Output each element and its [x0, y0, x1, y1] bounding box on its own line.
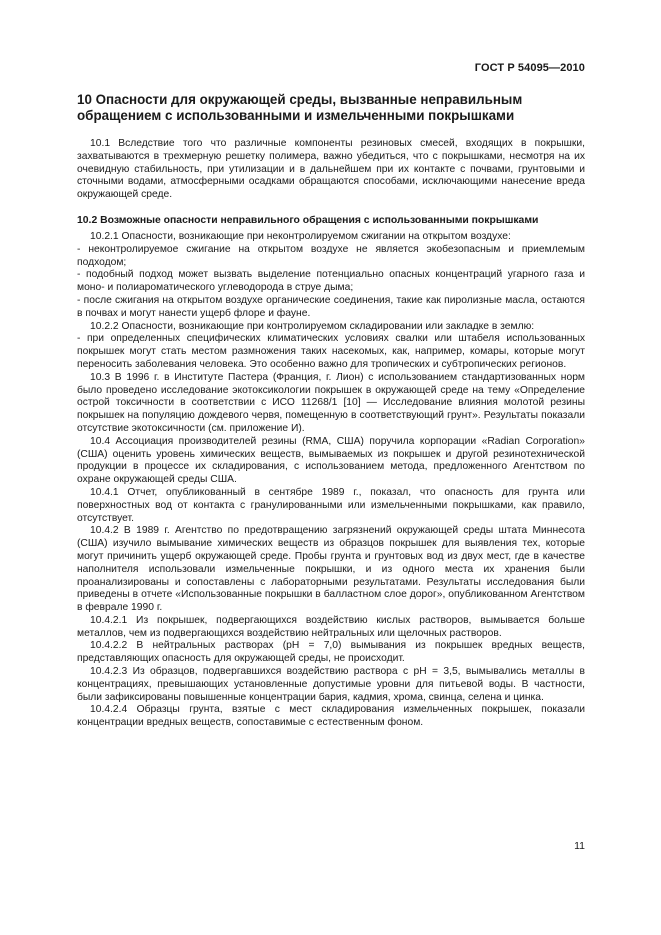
paragraph-10-4-2-1: 10.4.2.1 Из покрышек, подвергающихся воздействию кислых растворов, вымывается больше металлов, чем из подвергающихся воздействию нейтральных или щелочных растворов. [77, 614, 585, 639]
paragraph-10-4-2-3: 10.4.2.3 Из образцов, подвергавшихся воздействию раствора с pH = 3,5, вымывались металлы в концентрациях, превышающих установленные допустимые уровни для питьевой воды. В частности, были зафиксированы повышенные концентрации бария, кадмия, хрома, свинца, селена и цинка. [77, 666, 585, 703]
paragraph-10-4: 10.4 Ассоциация производителей резины (RMA, США) поручила корпорации «Radian Corporation» (США) оценить уровень химических веществ, вымываемых из покрышек и другой резинотехнической продукции в процессе их складирования, с использованием метода, предложенного Агентством по охране окружающей среды США. [77, 435, 585, 486]
paragraph-10-2-2: 10.2.2 Опасности, возникающие при контролируемом складировании или закладке в землю: [90, 320, 535, 332]
paragraph-10-4-2-4: 10.4.2.4 Образцы грунта, взятые с мест складирования измельченных покрышек, показали концентрации вредных веществ, сопоставимые с естественным фоном. [77, 704, 585, 729]
paragraph-10-2-1: 10.2.1 Опасности, возникающие при неконтролируемом сжигании на открытом воздухе: [90, 230, 511, 242]
section-title: 10 Опасности для окружающей среды, вызванные неправильным обращением с использованными и измельченными покрышками [77, 92, 523, 123]
list-item: - подобный подход может вызвать выделение потенциально опасных концентраций угарного газа и моно- и полиароматического углеводорода в струе дыма; [77, 269, 585, 294]
page-content [77, 92, 585, 730]
list-item: - неконтролируемое сжигание на открытом воздухе не является экобезопасным и приемлемым подходом; [77, 243, 585, 268]
paragraph-10-4-2: 10.4.2 В 1989 г. Агентство по предотвращению загрязнений окружающей среды штата Миннесота (США) изучило вымывание химических веществ из образцов покрышек для выявления тех, которые могут причинить ущерб окружающей среде. Пробы грунта и грунтовых вод из двух мест, где в качестве наполнителя использовали измельченные покрышки, и из одного места их хранения были проанализированы и сопоставлены с лабораторными результатами. Результаты исследования были приведены в отчете «Использованные покрышки в балластном слое дорог», опубликованном Агентством в феврале 1990 г. [77, 525, 585, 614]
standard-code: ГОСТ Р 54095—2010 [474, 62, 585, 74]
paragraph-10-4-2-2: 10.4.2.2 В нейтральных растворах (pH = 7,0) вымывания из покрышек вредных веществ, представляющих опасность для окружающей среды, не происходит. [77, 640, 585, 665]
paragraph-10-3: 10.3 В 1996 г. в Институте Пастера (Франция, г. Лион) с использованием стандартизованных норм было проведено исследование экотоксикологии покрышек в окружающей среде на тему «Определение острой токсичности в соответствии с ИСО 11268/1 [10] — Исследование влияния молотой резины покрышек на популяцию дождевого червя, помещенную в соответствующий грунт». Результаты показали отсутствие экотоксичности (см. приложение И). [77, 371, 585, 434]
list-item: - при определенных специфических климатических условиях свалки или штабеля использованных покрышек могут стать местом размножения таких насекомых, как, например, комары, которые могут переносить заболевания человека. Это особенно важно для тропических и субтропических регионов. [77, 333, 585, 370]
list-item: - после сжигания на открытом воздухе органические соединения, такие как пиролизные масла, остаются в почвах и могут нанести ущерб флоре и фауне. [77, 294, 585, 319]
page-number: 11 [574, 840, 585, 852]
paragraph-10-1: 10.1 Вследствие того что различные компоненты резиновых смесей, входящих в покрышки, захватываются в трехмерную решетку полимера, важно убедиться, что с покрышками, несмотря на их очевидную стабильность, при утилизации и в дальнейшем при их контакте с почвами, грунтовыми и сточными водами, атмосферными осадками обращаются способами, исключающими нанесение вреда окружающей среде. [77, 138, 585, 201]
paragraph-10-4-1: 10.4.1 Отчет, опубликованный в сентябре 1989 г., показал, что опасность для грунта или поверхностных вод от контакта с гранулированными или измельченными покрышками, как правило, отсутствует. [77, 486, 585, 524]
subsection-title-10-2: 10.2 Возможные опасности неправильного обращения с использованными покрышками [77, 214, 539, 226]
